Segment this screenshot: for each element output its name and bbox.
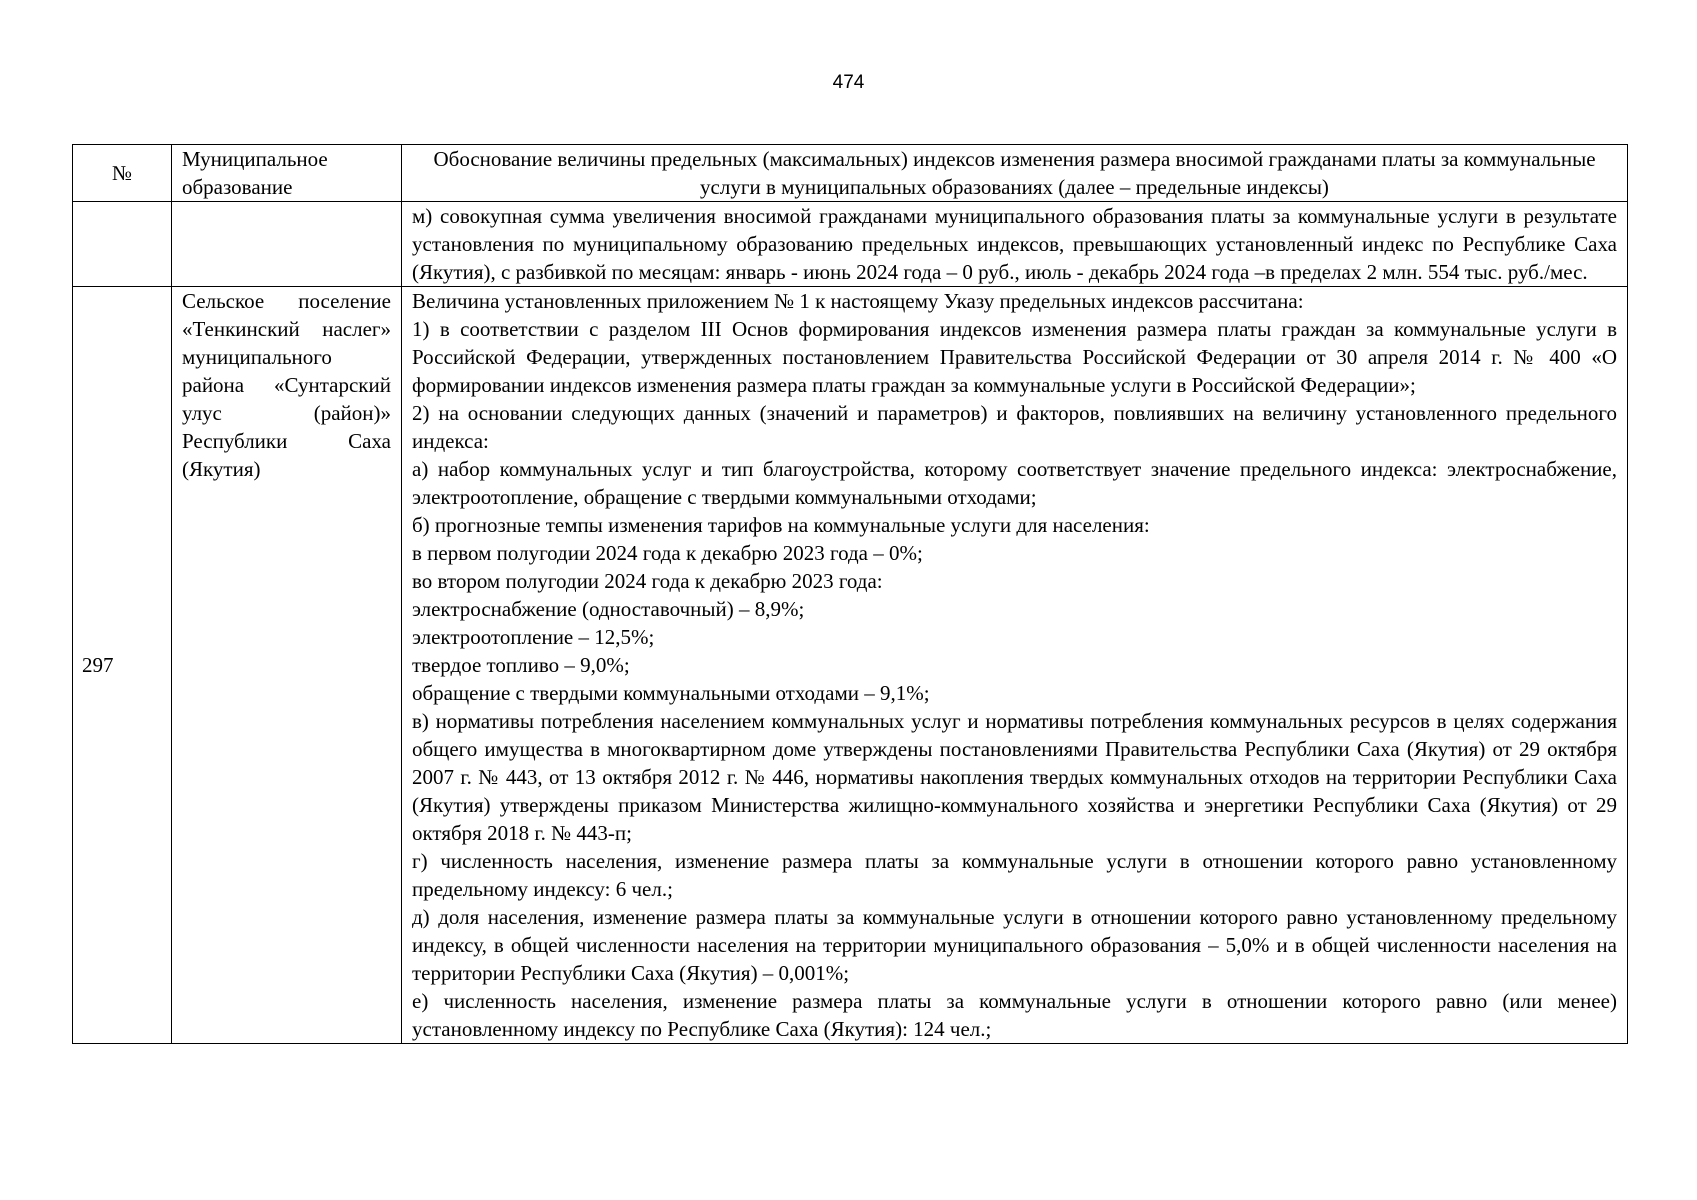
paragraph-b-first-half: в первом полугодии 2024 года к декабрю 2023 года – 0%; — [412, 541, 923, 565]
table-header-row — [73, 145, 1628, 202]
paragraph-e: е) численность населения, изменение размера платы за коммунальные услуги в отношении которого равно (или менее) установленному индексу по Республике Саха (Якутия): 124 чел.; — [412, 989, 1617, 1041]
header-number: № — [73, 145, 172, 202]
paragraph-b-electricity: электроснабжение (одноставочный) – 8,9%; — [412, 597, 805, 621]
justification-cell — [402, 287, 1628, 1044]
municipality-cell: Сельское поселение «Тенкинский наслег» муниципального района «Сунтарский улус (район)» Республики Саха (Якутия) — [172, 287, 402, 1044]
paragraph-b-solid-fuel: твердое топливо – 9,0%; — [412, 653, 630, 677]
page-number: 474 — [832, 72, 865, 93]
paragraph-v: в) нормативы потребления населением коммунальных услуг и нормативы потребления коммунальных ресурсов в целях содержания общего имущества в многоквартирном доме утверждены постановлениями Правительства Республики Саха (Якутия) от 29 октября 2007 г. № 443, от 13 октября 2012 г. № 446, нормативы накопления твердых коммунальных отходов на территории Республики Саха (Якутия) утверждены приказом Министерства жилищно-коммунального хозяйства и энергетики Республики Саха (Якутия) от 29 октября 2018 г. № 443-п; — [412, 709, 1617, 845]
continuation-num-cell — [73, 202, 172, 287]
header-municipality: Муниципальное образование — [172, 145, 402, 202]
paragraph-b-second-half: во втором полугодии 2024 года к декабрю 2023 года: — [412, 569, 883, 593]
paragraph-a: а) набор коммунальных услуг и тип благоустройства, которому соответствует значение предельного индекса: электроснабжение, электроотопление, обращение с твердыми коммунальными отходами; — [412, 457, 1617, 509]
header-justification: Обоснование величины предельных (максимальных) индексов изменения размера вносимой гражданами платы за коммунальные услуги в муниципальных образованиях (далее – предельные индексы) — [402, 145, 1628, 202]
table-row-continuation — [73, 202, 1628, 287]
paragraph-g: г) численность населения, изменение размера платы за коммунальные услуги в отношении которого равно установленному предельному индексу: 6 чел.; — [412, 849, 1617, 901]
paragraph-intro: Величина установленных приложением № 1 к настоящему Указу предельных индексов рассчитана: — [412, 289, 1304, 313]
paragraph-d: д) доля населения, изменение размера платы за коммунальные услуги в отношении которого равно установленному предельному индексу, в общей численности населения на территории муниципального образования – 5,0% и в общей численности населения на территории Республики Саха (Якутия) – 0,001%; — [412, 905, 1617, 985]
paragraph-b-electric-heating: электроотопление – 12,5%; — [412, 625, 655, 649]
row-number-cell: 297 — [73, 287, 172, 1044]
tariff-index-table — [72, 144, 1628, 1044]
paragraph-b: б) прогнозные темпы изменения тарифов на коммунальные услуги для населения: — [412, 513, 1150, 537]
paragraph-1: 1) в соответствии с разделом III Основ формирования индексов изменения размера платы граждан за коммунальные услуги в Российской Федерации, утвержденных постановлением Правительства Российской Федерации от 30 апреля 2014 г. № 400 «О формировании индексов изменения размера платы граждан за коммунальные услуги в Российской Федерации»; — [412, 317, 1617, 397]
paragraph-b-waste: обращение с твердыми коммунальными отходами – 9,1%; — [412, 681, 930, 705]
table-row-297 — [73, 287, 1628, 1044]
paragraph-m: м) совокупная сумма увеличения вносимой гражданами муниципального образования платы за коммунальные услуги в результате установления по муниципальному образованию предельных индексов, превышающих установленный индекс по Республике Саха (Якутия), с разбивкой по месяцам: январь - июнь 2024 года – 0 руб., июль - декабрь 2024 года –в пределах 2 млн. 554 тыс. руб./мес. — [412, 204, 1617, 284]
continuation-text-cell — [402, 202, 1628, 287]
paragraph-2: 2) на основании следующих данных (значений и параметров) и факторов, повлиявших на величину установленного предельного индекса: — [412, 401, 1617, 453]
continuation-municipality-cell — [172, 202, 402, 287]
